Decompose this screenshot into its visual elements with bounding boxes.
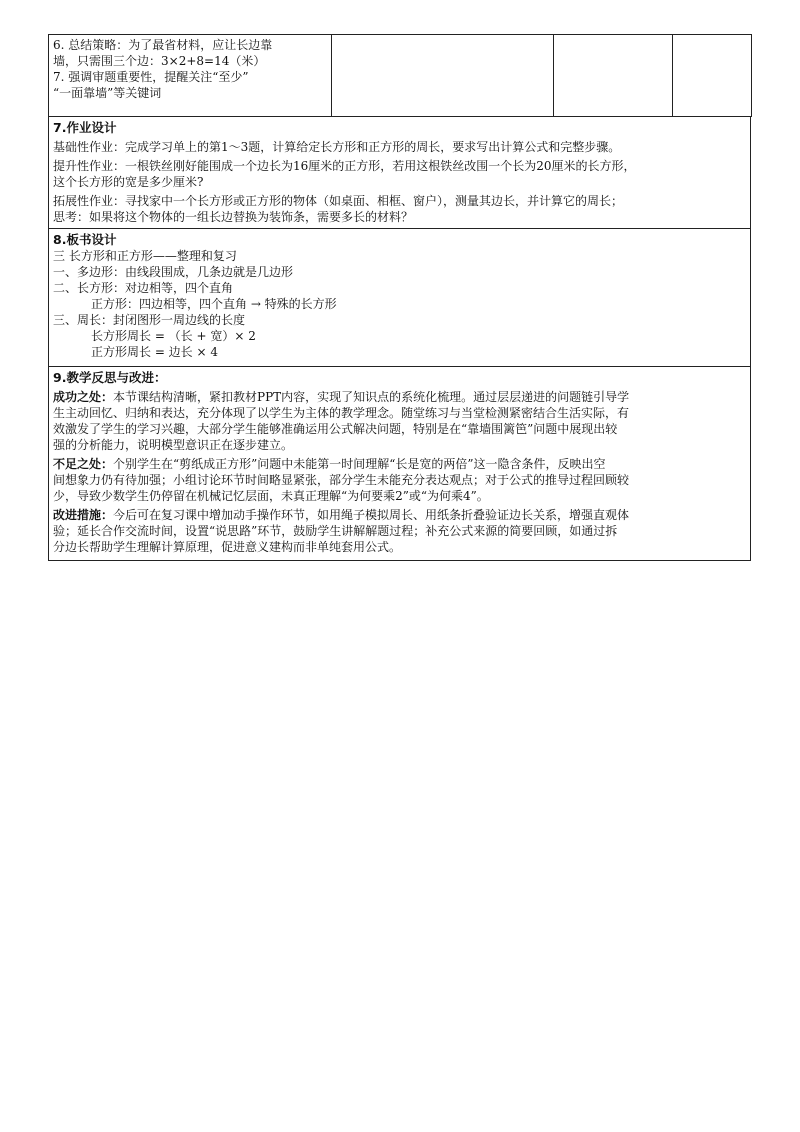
strategy-line-4: “一面靠墙”等关键词 — [53, 86, 162, 100]
board-heading: 8.板书设计 — [53, 232, 117, 247]
homework-basic: 基础性作业：完成学习单上的第1～3题，计算给定长方形和正方形的周长，要求写出计算公式和完整步骤。 — [53, 140, 621, 154]
board-line-5: 长方形周长 = （长 + 宽）× 2 — [91, 329, 256, 343]
board-line-1: 一、多边形：由线段围成，几条边就是几边形 — [53, 265, 294, 279]
board-line-3: 正方形：四边相等，四个直角 → 特殊的长方形 — [91, 297, 337, 311]
success-text-2: 生主动回忆、归纳和表达，充分体现了以学生为主体的教学理念。随堂练习与当堂检测紧密结合生活实际，有 — [53, 406, 630, 420]
homework-extended-1: 拓展性作业：寻找家中一个长方形或正方形的物体（如桌面、相框、窗户），测量其边长，并计算它的周长； — [53, 194, 624, 208]
success-para-1 — [53, 389, 746, 405]
improve-text-2: 验；延长合作交流时间，设置“说思路”环节，鼓励学生讲解解题过程；补充公式来源的简要回顾，如通过拆 — [53, 524, 618, 538]
strategy-line-2: 墙，只需围三个边：3×2+8=14（米） — [53, 54, 266, 68]
board-section — [49, 229, 751, 367]
empty-cell-2 — [332, 35, 554, 117]
strategy-cell — [49, 35, 332, 117]
homework-section — [49, 117, 751, 229]
reflection-section — [49, 367, 751, 561]
empty-cell-3 — [554, 35, 673, 117]
improve-text-3: 分边长帮助学生理解计算原理，促进意义建构而非单纯套用公式。 — [53, 540, 402, 554]
success-text-3: 效激发了学生的学习兴趣，大部分学生能够准确运用公式解决问题，特别是在“靠墙围篱笆”问题中展现出较 — [53, 422, 618, 436]
strategy-line-3: 7. 强调审题重要性，提醒关注“至少” — [53, 70, 249, 84]
shortfall-para-1 — [53, 456, 746, 472]
success-text-1: 本节课结构清晰，紧扣教材PPT内容，实现了知识点的系统化梳理。通过层层递进的问题链引导学 — [113, 390, 630, 404]
success-label: 成功之处： — [53, 390, 114, 404]
reflection-heading: 9.教学反思与改进： — [53, 370, 167, 385]
board-title: 三 长方形和正方形——整理和复习 — [53, 249, 237, 263]
shortfall-label: 不足之处： — [53, 457, 114, 471]
homework-advanced-1: 提升性作业：一根铁丝刚好能围成一个边长为16厘米的正方形，若用这根铁丝改围一个长为20厘米的长方形， — [53, 159, 636, 173]
success-text-4: 强的分析能力，说明模型意识正在逐步建立。 — [53, 438, 294, 452]
board-line-4: 三、周长：封闭图形一周边线的长度 — [53, 313, 246, 327]
shortfall-text-1: 个别学生在“剪纸成正方形”问题中未能第一时间理解“长是宽的两倍”这一隐含条件，反映出空 — [113, 457, 606, 471]
sections-table — [48, 116, 751, 561]
homework-extended-2: 思考：如果将这个物体的一组长边替换为装饰条，需要多长的材料？ — [53, 210, 414, 224]
improve-text-1: 今后可在复习课中增加动手操作环节，如用绳子模拟周长、用纸条折叠验证边长关系，增强直观体 — [113, 508, 630, 522]
board-line-2: 二、长方形：对边相等，四个直角 — [53, 281, 234, 295]
board-line-6: 正方形周长 = 边长 × 4 — [91, 345, 219, 359]
shortfall-text-2: 间想象力仍有待加强；小组讨论环节时间略显紧张，部分学生未能充分表达观点；对于公式的推导过程回顾较 — [53, 473, 630, 487]
lesson-plan-page — [48, 34, 751, 561]
homework-advanced-2: 这个长方形的宽是多少厘米? — [53, 175, 204, 189]
homework-heading: 7.作业设计 — [53, 120, 117, 135]
improve-para-1 — [53, 507, 746, 523]
empty-cell-4 — [673, 35, 752, 117]
strategy-line-1: 6. 总结策略：为了最省材料，应让长边靠 — [53, 38, 273, 52]
improve-label: 改进措施： — [53, 508, 114, 522]
shortfall-text-3: 少，导致少数学生仍停留在机械记忆层面，未真正理解“为何要乘2”或“为何乘4”。 — [53, 489, 489, 503]
strategy-table — [48, 34, 752, 117]
